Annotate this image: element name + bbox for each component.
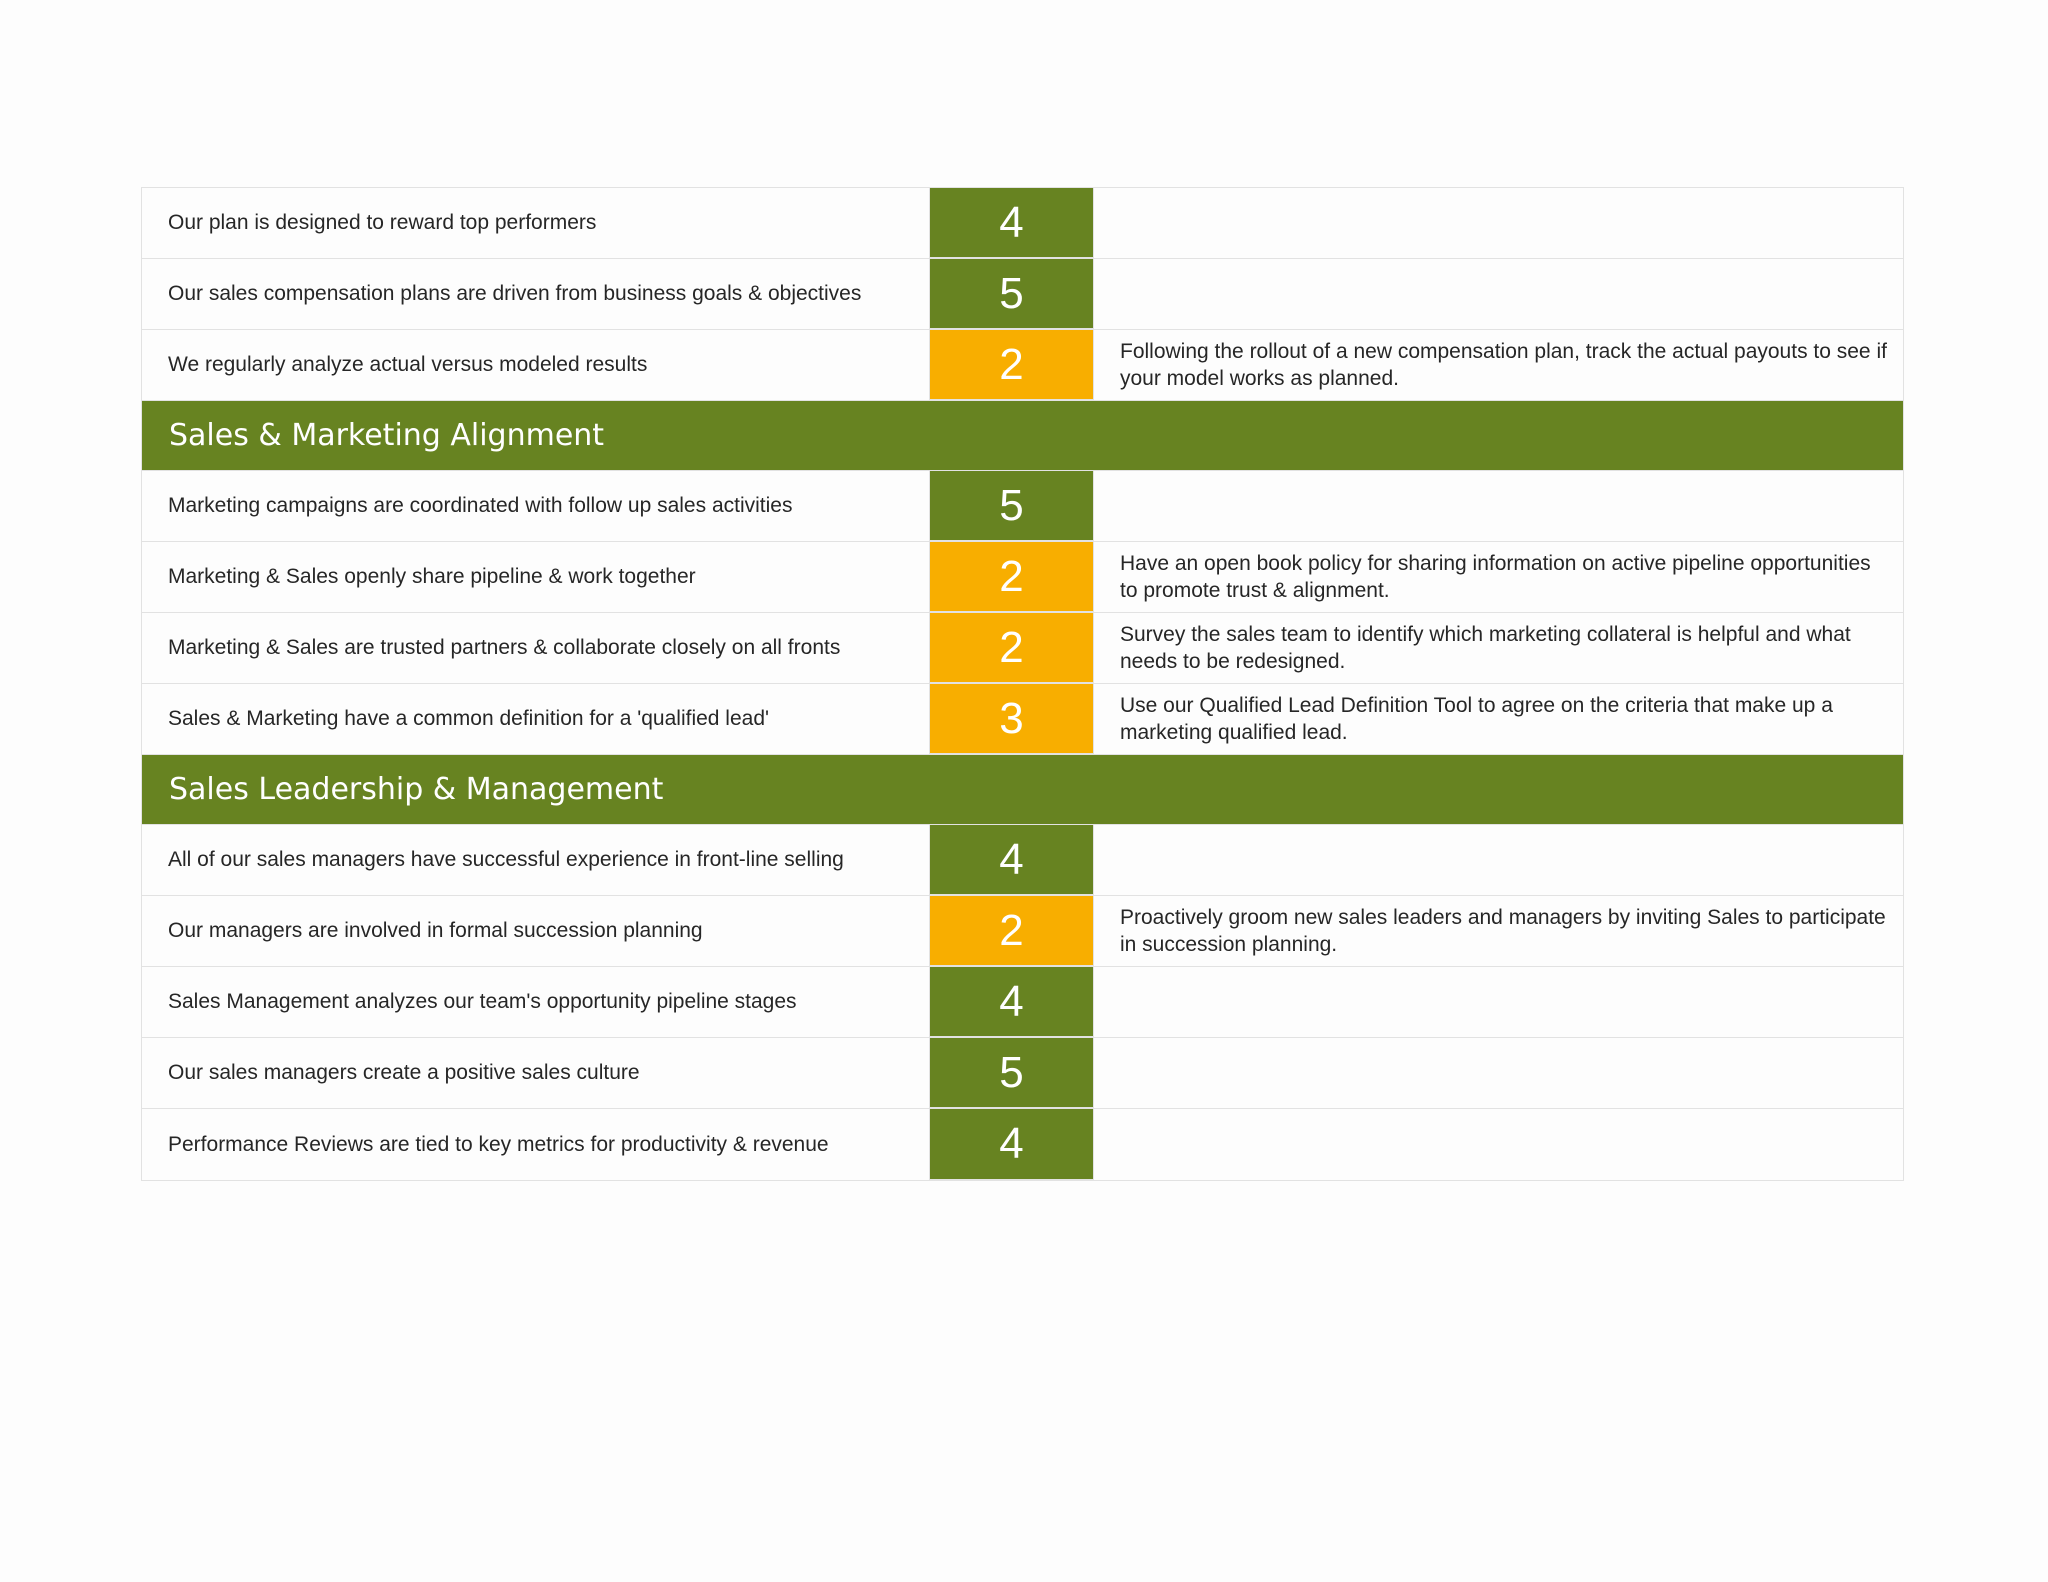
section-header-sales-marketing-alignment: Sales & Marketing Alignment [142, 401, 1903, 471]
score-badge: 3 [930, 684, 1093, 754]
score-badge: 2 [930, 542, 1093, 612]
assessment-table [141, 187, 1904, 1181]
statement-text: Marketing & Sales are trusted partners & collaborate closely on all fronts [142, 613, 930, 683]
table-row [142, 542, 1903, 613]
statement-text: Sales & Marketing have a common definition for a 'qualified lead' [142, 684, 930, 754]
score-badge: 4 [930, 825, 1093, 895]
statement-text: Our managers are involved in formal succession planning [142, 896, 930, 966]
table-row [142, 1109, 1903, 1180]
statement-text: We regularly analyze actual versus modeled results [142, 330, 930, 400]
table-row [142, 330, 1903, 401]
table-row [142, 825, 1903, 896]
score-badge: 5 [930, 471, 1093, 541]
recommendation-text [1093, 259, 1903, 329]
table-row [142, 1038, 1903, 1109]
statement-text: Our plan is designed to reward top performers [142, 188, 930, 258]
table-row [142, 471, 1903, 542]
statement-text: All of our sales managers have successful experience in front-line selling [142, 825, 930, 895]
recommendation-text [1093, 1038, 1903, 1108]
recommendation-text: Following the rollout of a new compensation plan, track the actual payouts to see if your model works as planned. [1093, 330, 1903, 400]
recommendation-text: Use our Qualified Lead Definition Tool to agree on the criteria that make up a marketing qualified lead. [1093, 684, 1903, 754]
score-badge: 5 [930, 259, 1093, 329]
statement-text: Marketing & Sales openly share pipeline & work together [142, 542, 930, 612]
table-row [142, 967, 1903, 1038]
statement-text: Sales Management analyzes our team's opportunity pipeline stages [142, 967, 930, 1037]
table-row [142, 259, 1903, 330]
recommendation-text [1093, 825, 1903, 895]
recommendation-text [1093, 1109, 1903, 1180]
score-badge: 2 [930, 896, 1093, 966]
statement-text: Performance Reviews are tied to key metrics for productivity & revenue [142, 1109, 930, 1180]
table-row [142, 613, 1903, 684]
score-badge: 4 [930, 1109, 1093, 1180]
recommendation-text: Have an open book policy for sharing information on active pipeline opportunities to promote trust & alignment. [1093, 542, 1903, 612]
score-badge: 4 [930, 188, 1093, 258]
statement-text: Our sales compensation plans are driven from business goals & objectives [142, 259, 930, 329]
statement-text: Our sales managers create a positive sales culture [142, 1038, 930, 1108]
recommendation-text: Proactively groom new sales leaders and managers by inviting Sales to participate in succession planning. [1093, 896, 1903, 966]
score-badge: 2 [930, 330, 1093, 400]
score-badge: 4 [930, 967, 1093, 1037]
recommendation-text [1093, 471, 1903, 541]
recommendation-text [1093, 188, 1903, 258]
table-row [142, 896, 1903, 967]
table-row [142, 188, 1903, 259]
recommendation-text: Survey the sales team to identify which marketing collateral is helpful and what needs to be redesigned. [1093, 613, 1903, 683]
score-badge: 2 [930, 613, 1093, 683]
recommendation-text [1093, 967, 1903, 1037]
section-header-sales-leadership-management: Sales Leadership & Management [142, 755, 1903, 825]
statement-text: Marketing campaigns are coordinated with follow up sales activities [142, 471, 930, 541]
table-row [142, 684, 1903, 755]
score-badge: 5 [930, 1038, 1093, 1108]
